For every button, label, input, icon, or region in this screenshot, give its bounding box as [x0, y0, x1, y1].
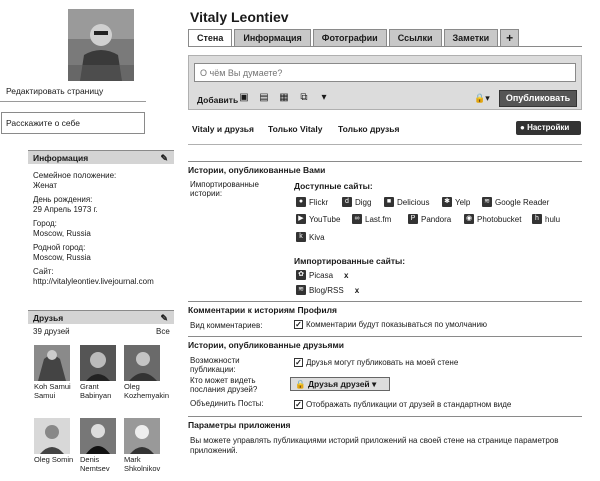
- checkbox-checked[interactable]: ✓: [295, 358, 302, 367]
- info-label: Родной город:: [33, 243, 86, 252]
- tab-info[interactable]: Информация: [234, 29, 310, 47]
- profile-photo[interactable]: [68, 9, 134, 81]
- profile-tabs: [188, 29, 519, 47]
- app-params-section-title: Параметры приложения: [188, 416, 582, 430]
- hulu-icon: h: [532, 214, 542, 224]
- info-section-header: [28, 150, 174, 164]
- friend-stories-section-title: Истории, опубликованные друзьями: [188, 336, 582, 350]
- info-value: Moscow, Russia: [33, 253, 91, 262]
- friend-tile[interactable]: [124, 345, 170, 400]
- friend-avatar[interactable]: [80, 418, 116, 454]
- filter-only-friends[interactable]: Только друзья: [338, 124, 400, 134]
- status-composer: [188, 55, 582, 110]
- comments-section-title: Комментарии к историям Профиля: [188, 301, 582, 315]
- site-flickr[interactable]: ● Flickr: [296, 197, 328, 207]
- tab-notes[interactable]: Заметки: [444, 29, 499, 47]
- remove-icon[interactable]: x: [354, 285, 360, 295]
- picasa-icon: ✿: [296, 270, 306, 280]
- event-attach-icon[interactable]: ▦: [279, 92, 289, 103]
- info-label: Семейное положение:: [33, 171, 117, 180]
- website-link[interactable]: http://vitalyleontiev.livejournal.com: [33, 277, 154, 286]
- edit-pencil-icon[interactable]: ✎: [160, 153, 168, 163]
- visibility-dropdown[interactable]: 🔒 Друзья друзей ▾: [290, 377, 390, 391]
- imported-stories-label: Импортированные истории:: [190, 180, 259, 198]
- info-value: Женат: [33, 181, 58, 190]
- friend-tile[interactable]: [124, 418, 164, 473]
- merge-posts-label: Объединить Посты:: [190, 399, 264, 408]
- profile-name: Vitaly Leontiev: [190, 9, 289, 25]
- photo-attach-icon[interactable]: ▣: [239, 92, 249, 103]
- settings-label: Настройки: [527, 123, 570, 132]
- friend-avatar[interactable]: [124, 345, 160, 381]
- rss-icon: ≋: [482, 197, 492, 207]
- site-youtube[interactable]: ▶ YouTube: [296, 214, 340, 224]
- about-me-input[interactable]: Расскажите о себе: [1, 112, 145, 134]
- info-section-title: Информация: [33, 153, 89, 163]
- friend-avatar[interactable]: [34, 345, 70, 381]
- imported-site-blog-rss[interactable]: ≋ Blog/RSS x: [296, 285, 359, 295]
- info-value: 29 Апрель 1973 г.: [33, 205, 98, 214]
- site-delicious[interactable]: ■ Delicious: [384, 197, 429, 207]
- publish-button[interactable]: Опубликовать: [499, 90, 577, 107]
- yelp-icon: ✱: [442, 197, 452, 207]
- info-label: Сайт:: [33, 267, 54, 276]
- friend-avatar[interactable]: [80, 345, 116, 381]
- edit-page-link[interactable]: Редактировать страницу: [6, 86, 104, 96]
- youtube-icon: ▶: [296, 214, 306, 224]
- info-label: День рождения:: [33, 195, 93, 204]
- friends-all-link[interactable]: Все: [156, 327, 170, 336]
- link-attach-icon[interactable]: ⧉: [300, 92, 308, 103]
- privacy-lock-icon[interactable]: 🔒▾: [474, 93, 490, 103]
- stories-section-title: Истории, опубликованные Вами: [188, 161, 582, 175]
- flickr-icon: ●: [296, 197, 306, 207]
- profile-photo-image: [68, 9, 134, 81]
- friend-name[interactable]: Mark Shkolnikov: [124, 455, 161, 473]
- site-yelp[interactable]: ✱ Yelp: [442, 197, 470, 207]
- friend-avatar[interactable]: [124, 418, 160, 454]
- info-value: Moscow, Russia: [33, 229, 91, 238]
- merge-posts-checkbox[interactable]: ✓ Отображать публикации от друзей в стандартном виде: [295, 400, 512, 409]
- checkbox-checked[interactable]: ✓: [295, 320, 302, 329]
- friend-name[interactable]: Grant Babinyan: [80, 382, 112, 400]
- friend-name[interactable]: Oleg Somin: [34, 455, 74, 464]
- digg-icon: d: [342, 197, 352, 207]
- site-pandora[interactable]: P Pandora: [408, 214, 451, 224]
- filter-vitaly-and-friends[interactable]: Vitaly и друзья: [192, 124, 254, 134]
- checkbox-checked[interactable]: ✓: [295, 400, 302, 409]
- comments-default-checkbox[interactable]: ✓ Комментарии будут показываться по умолчанию: [295, 320, 488, 329]
- friend-name[interactable]: Koh Samui Samui: [34, 382, 71, 400]
- site-digg[interactable]: d Digg: [342, 197, 371, 207]
- add-tab-button[interactable]: +: [500, 29, 519, 47]
- site-hulu[interactable]: h hulu: [532, 214, 560, 224]
- tabs-divider: [188, 46, 582, 47]
- tab-wall[interactable]: Стена: [188, 29, 232, 47]
- filter-divider: [188, 144, 582, 145]
- tab-photos[interactable]: Фотографии: [313, 29, 387, 47]
- remove-icon[interactable]: x: [344, 270, 349, 280]
- video-attach-icon[interactable]: ▤: [259, 92, 269, 103]
- lock-icon: 🔒: [295, 379, 306, 389]
- filter-only-vitaly[interactable]: Только Vitaly: [268, 124, 323, 134]
- friend-tile[interactable]: [80, 345, 120, 400]
- add-attachment-label: Добавить: [197, 95, 239, 105]
- lastfm-icon: ∞: [352, 214, 362, 224]
- status-input[interactable]: [194, 63, 576, 82]
- kiva-icon: k: [296, 232, 306, 242]
- chevron-down-icon: ▾: [372, 379, 377, 389]
- available-sites-title: Доступные сайты:: [294, 181, 373, 191]
- site-photobucket[interactable]: ◉ Photobucket: [465, 214, 522, 224]
- edit-pencil-icon[interactable]: ✎: [160, 313, 168, 323]
- delicious-icon: ■: [384, 197, 394, 207]
- friend-tile[interactable]: [34, 345, 74, 400]
- info-block: [33, 171, 173, 291]
- site-google-reader[interactable]: ≋ Google Reader: [482, 197, 549, 207]
- settings-button[interactable]: [516, 121, 581, 135]
- friend-tile[interactable]: [80, 418, 120, 473]
- friend-name[interactable]: Oleg Kozhemyakin: [124, 382, 170, 400]
- site-kiva[interactable]: k Kiva: [296, 232, 325, 242]
- rss-icon: ≋: [296, 285, 306, 295]
- info-label: Город:: [33, 219, 57, 228]
- pandora-icon: P: [408, 214, 418, 224]
- comments-view-label: Вид комментариев:: [190, 321, 263, 330]
- photobucket-icon: ◉: [465, 215, 473, 222]
- friends-can-post-checkbox[interactable]: ✓ Друзья могут публиковать на моей стене: [295, 358, 459, 367]
- more-attach-chevron-down-icon[interactable]: ▾: [321, 92, 327, 103]
- who-can-see-label: Кто может видеть послания друзей?: [190, 376, 258, 394]
- site-lastfm[interactable]: ∞ Last.fm: [352, 214, 391, 224]
- friend-tile[interactable]: [34, 418, 74, 464]
- app-params-text: Вы можете управлять публикациями историй приложений на своей стене на странице параметров приложений.: [190, 436, 559, 455]
- friends-section-title: Друзья: [33, 313, 64, 323]
- tab-links[interactable]: Ссылки: [389, 29, 442, 47]
- left-divider: [0, 101, 146, 102]
- publish-options-label: Возможности публикации:: [190, 356, 240, 374]
- friend-name[interactable]: Denis Nemtsev: [80, 455, 110, 473]
- friends-count: 39 друзей: [33, 327, 70, 336]
- imported-site-picasa[interactable]: ✿ Picasa x: [296, 270, 348, 280]
- friend-avatar[interactable]: [34, 418, 70, 454]
- gear-icon: ●: [520, 123, 525, 132]
- imported-sites-title: Импортированные сайты:: [294, 256, 406, 266]
- friends-section-header: [28, 310, 174, 324]
